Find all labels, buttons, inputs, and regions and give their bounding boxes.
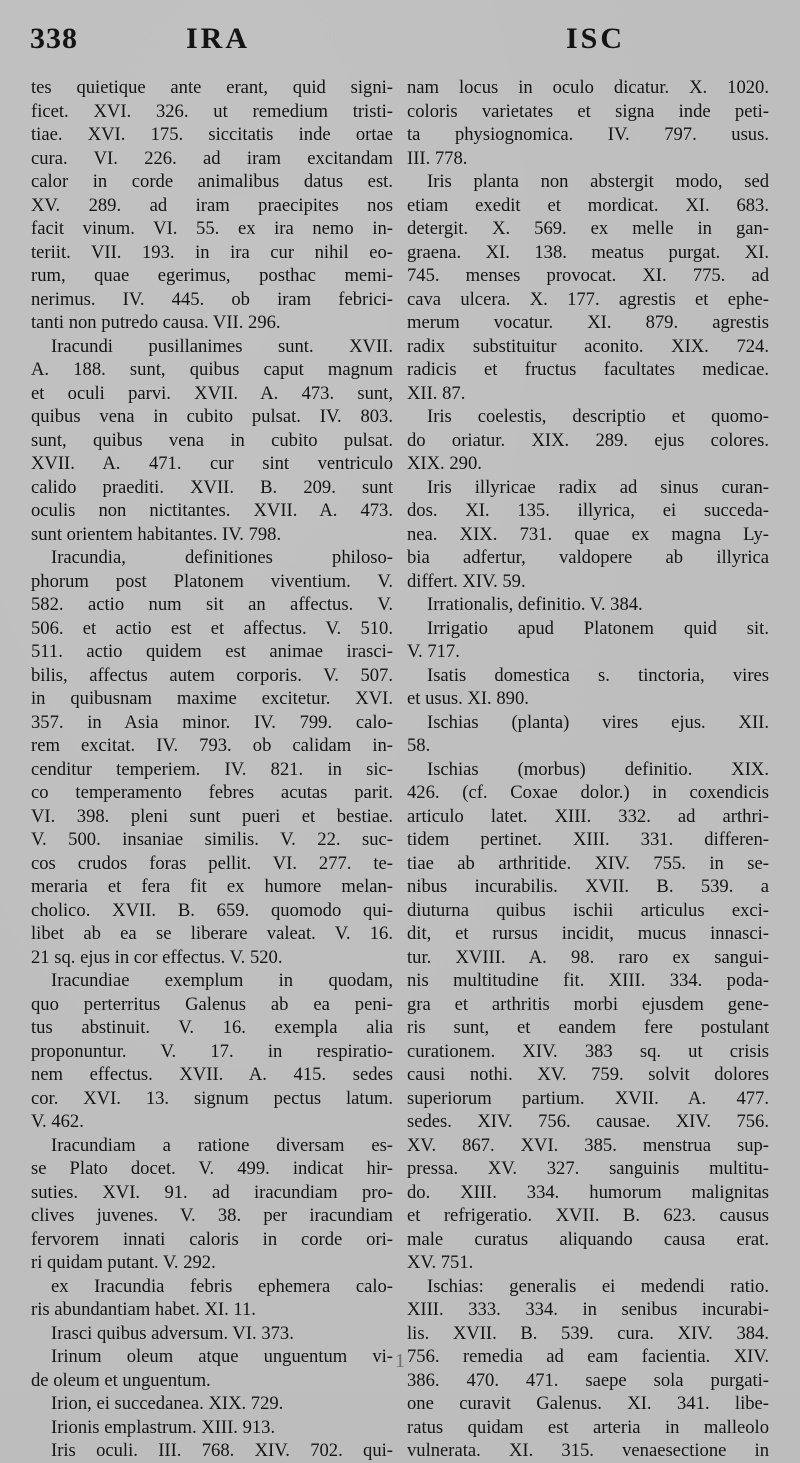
index-line: radicis et fructus facultates medicae. [407, 359, 769, 380]
index-line: 21 sq. ejus in cor effectus. V. 520. [31, 946, 283, 968]
index-line: curationem. XIV. 383 sq. ut crisis [407, 1040, 769, 1062]
index-line: Irion, ei succedanea. XIX. 729. [51, 1393, 284, 1414]
index-line: Iris illyricae radix ad sinus curan- [427, 476, 769, 498]
index-line: coloris varietates et signa inde peti- [407, 100, 769, 122]
index-line: detergit. X. 569. ex melle in gan- [407, 218, 769, 239]
index-line: teriit. VII. 193. in ira cur nihil eo- [31, 241, 393, 263]
index-line: cava ulcera. X. 177. agrestis et ephe- [407, 288, 769, 310]
index-line: V. 717. [407, 641, 460, 662]
index-line: Irasci quibus adversum. VI. 373. [51, 1322, 294, 1344]
index-line: tiae. XVI. 175. siccitatis inde ortae [31, 124, 393, 145]
index-line: phorum post Platonem viventium. V. [31, 570, 393, 592]
index-line: XIX. 290. [407, 453, 482, 474]
index-line: Irrationalis, definitio. V. 384. [427, 594, 643, 615]
index-line: Iracundia, definitiones philoso- [51, 547, 393, 568]
index-line: facit vinum. VI. 55. ex ira nemo in- [31, 218, 393, 239]
page-number: 338 [30, 22, 78, 55]
index-line: nibus incurabilis. XVII. B. 539. a [407, 876, 769, 897]
index-line: ris sunt, et eandem fere postulant [407, 1017, 769, 1038]
index-line: 745. menses provocat. XI. 775. ad [407, 265, 769, 286]
index-line: quo perterritus Galenus ab ea peni- [31, 993, 393, 1015]
index-line: pressa. XV. 327. sanguinis multitu- [407, 1158, 769, 1179]
index-line: Iris oculi. III. 768. XIV. 702. qui- [51, 1440, 393, 1461]
index-line: Irionis emplastrum. XIII. 913. [51, 1416, 276, 1438]
index-line: XV. 289. ad iram praecipites nos [31, 194, 393, 216]
index-line: cor. XVI. 13. signum pectus latum. [31, 1087, 393, 1109]
index-line: XV. 867. XVI. 385. menstrua sup- [407, 1134, 769, 1156]
index-line: diuturna quibus ischii articulus exci- [407, 899, 769, 921]
index-line: Irinum oleum atque unguentum vi- [51, 1346, 393, 1367]
index-line: lis. XVII. B. 539. cura. XIV. 384. [407, 1322, 769, 1344]
index-line: Iracundiae exemplum in quodam, [51, 970, 393, 991]
index-line: VI. 398. pleni sunt pueri et bestiae. [31, 805, 393, 827]
index-line: Ischias (planta) vires ejus. XII. [427, 711, 769, 733]
index-line: superiorum partium. XVII. A. 477. [407, 1087, 769, 1109]
index-line: 357. in Asia minor. IV. 799. calo- [31, 711, 393, 733]
left-index-column [31, 76, 393, 1463]
index-line: XVII. A. 471. cur sint ventriculo [31, 453, 393, 474]
index-line: nem effectus. XVII. A. 415. sedes [31, 1064, 393, 1085]
index-line: 426. (cf. Coxae dolor.) in coxendicis [407, 782, 769, 803]
index-line: sedes. XIV. 756. causae. XIV. 756. [407, 1111, 769, 1132]
index-line: III. 778. [407, 147, 468, 169]
index-line: in quibusnam maxime excitetur. XVI. [31, 688, 393, 709]
index-line: dos. XI. 135. illyrica, ei succeda- [407, 500, 769, 521]
index-line: differt. XIV. 59. [407, 570, 526, 592]
index-line: articulo latet. XIII. 332. ad arthri- [407, 805, 769, 827]
index-line: nea. XIX. 731. quae ex magna Ly- [407, 523, 769, 545]
index-line: co temperamento febres acutas parit. [31, 782, 393, 803]
index-line: bilis, affectus autem corporis. V. 507. [31, 664, 393, 686]
right-index-column [407, 76, 769, 1463]
index-line: ri quidam putant. V. 292. [31, 1252, 216, 1273]
index-line: Ischias (morbus) definitio. XIX. [427, 758, 769, 780]
index-line: clives juvenes. V. 38. per iracundiam [31, 1205, 393, 1226]
index-line: Isatis domestica s. tinctoria, vires [427, 664, 769, 686]
index-line: ta physiognomica. IV. 797. usus. [407, 124, 769, 145]
index-line: 582. actio num sit an affectus. V. [31, 594, 393, 615]
index-line: ratus quidam est arteria in malleolo [407, 1416, 769, 1438]
index-line: cenditur temperiem. IV. 821. in sic- [31, 758, 393, 780]
index-line: rem excitat. IV. 793. ob calidam in- [31, 735, 393, 756]
index-line: do oriatur. XIX. 289. ejus colores. [407, 429, 769, 451]
index-line: 58. [407, 735, 431, 756]
index-line: one curavit Galenus. XI. 341. libe- [407, 1393, 769, 1414]
index-line: Ischias: generalis ei medendi ratio. [427, 1275, 769, 1297]
index-line: Irrigatio apud Platonem quid sit. [427, 617, 769, 639]
index-line: etiam exedit et mordicat. XI. 683. [407, 194, 769, 216]
index-line: XIII. 333. 334. in senibus incurabi- [407, 1299, 769, 1320]
index-line: 756. remedia ad eam facientia. XIV. [407, 1346, 769, 1367]
index-line: fervorem innati caloris in corde ori- [31, 1228, 393, 1250]
index-line: 506. et actio est et affectus. V. 510. [31, 617, 393, 639]
index-line: de oleum et unguentum. [31, 1369, 211, 1391]
index-line: cholico. XVII. B. 659. quomodo qui- [31, 899, 393, 921]
index-line: V. 462. [31, 1111, 84, 1132]
index-line: XII. 87. [407, 382, 466, 404]
index-line: meraria et fera fit ex humore melan- [31, 876, 393, 897]
index-line: quibus vena in cubito pulsat. IV. 803. [31, 406, 393, 427]
index-line: et oculi parvi. XVII. A. 473. sunt, [31, 382, 393, 404]
index-line: V. 500. insaniae similis. V. 22. suc- [31, 829, 393, 850]
index-line: tes quietique ante erant, quid signi- [31, 77, 393, 98]
index-line: calido praediti. XVII. B. 209. sunt [31, 476, 393, 498]
index-line: tidem pertinet. XIII. 331. differen- [407, 829, 769, 850]
index-line: Iris planta non abstergit modo, sed [427, 171, 769, 192]
footer-mark: 1 [395, 1350, 405, 1372]
index-line: Iracundi pusillanimes sunt. XVII. [51, 335, 393, 357]
index-line: suties. XVI. 91. ad iracundiam pro- [31, 1181, 393, 1203]
index-line: causi nothi. XV. 759. solvit dolores [407, 1064, 769, 1085]
index-line: sunt, quibus vena in cubito pulsat. [31, 429, 393, 451]
index-line: tus abstinuit. V. 16. exempla alia [31, 1017, 393, 1038]
index-line: nis multitudine fit. XIII. 334. poda- [407, 970, 769, 991]
index-line: dit, et rursus incidit, mucus innasci- [407, 923, 769, 944]
index-line: merum vocatur. XI. 879. agrestis [407, 312, 769, 333]
index-line: tur. XVIII. A. 98. raro ex sangui- [407, 946, 769, 968]
running-head-right: ISC [566, 22, 626, 55]
index-line: tanti non putredo causa. VII. 296. [31, 312, 281, 333]
index-line: gra et arthritis morbi ejusdem gene- [407, 993, 769, 1015]
index-line: A. 188. sunt, quibus caput magnum [31, 359, 393, 380]
index-line: se Plato docet. V. 499. indicat hir- [31, 1158, 393, 1179]
index-line: 511. actio quidem est animae irasci- [31, 641, 393, 662]
index-line: sunt orientem habitantes. IV. 798. [31, 523, 282, 545]
index-line: calor in corde animalibus datus est. [31, 171, 393, 192]
index-line: graena. XI. 138. meatus purgat. XI. [407, 241, 769, 263]
index-line: Iracundiam a ratione diversam es- [51, 1134, 393, 1156]
index-line: nerimus. IV. 445. ob iram febrici- [31, 288, 393, 310]
index-line: Iris coelestis, descriptio et quomo- [427, 406, 769, 427]
index-line: 386. 470. 471. saepe sola purgati- [407, 1369, 769, 1391]
index-line: ris abundantiam habet. XI. 11. [31, 1299, 256, 1320]
index-line: tiae ab arthritide. XIV. 755. in se- [407, 852, 769, 874]
index-line: vulnerata. XI. 315. venaesectione in [407, 1440, 769, 1461]
index-line: nam locus in oculo dicatur. X. 1020. [407, 77, 769, 98]
index-line: oculis non nictitantes. XVII. A. 473. [31, 500, 393, 521]
index-line: cura. VI. 226. ad iram excitandam [31, 147, 393, 169]
index-line: libet ab ea se liberare valeat. V. 16. [31, 923, 393, 944]
index-line: et refrigeratio. XVII. B. 623. causus [407, 1205, 769, 1226]
index-line: cos crudos foras pellit. VI. 277. te- [31, 852, 393, 874]
index-line: proponuntur. V. 17. in respiratio- [31, 1040, 393, 1062]
index-line: XV. 751. [407, 1252, 474, 1273]
index-line: ex Iracundia febris ephemera calo- [51, 1275, 393, 1297]
index-line: radix substituitur aconito. XIX. 724. [407, 335, 769, 357]
index-line: bia adfertur, valdopere ab illyrica [407, 547, 769, 568]
running-head-left: IRA [186, 22, 251, 55]
index-line: ficet. XVI. 326. ut remedium tristi- [31, 100, 393, 122]
page-header [26, 22, 774, 66]
index-line: do. XIII. 334. humorum malignitas [407, 1181, 769, 1203]
index-line: male curatus aliquando causa erat. [407, 1228, 769, 1250]
index-line: rum, quae egerimus, posthac memi- [31, 265, 393, 286]
index-line: et usus. XI. 890. [407, 688, 529, 709]
